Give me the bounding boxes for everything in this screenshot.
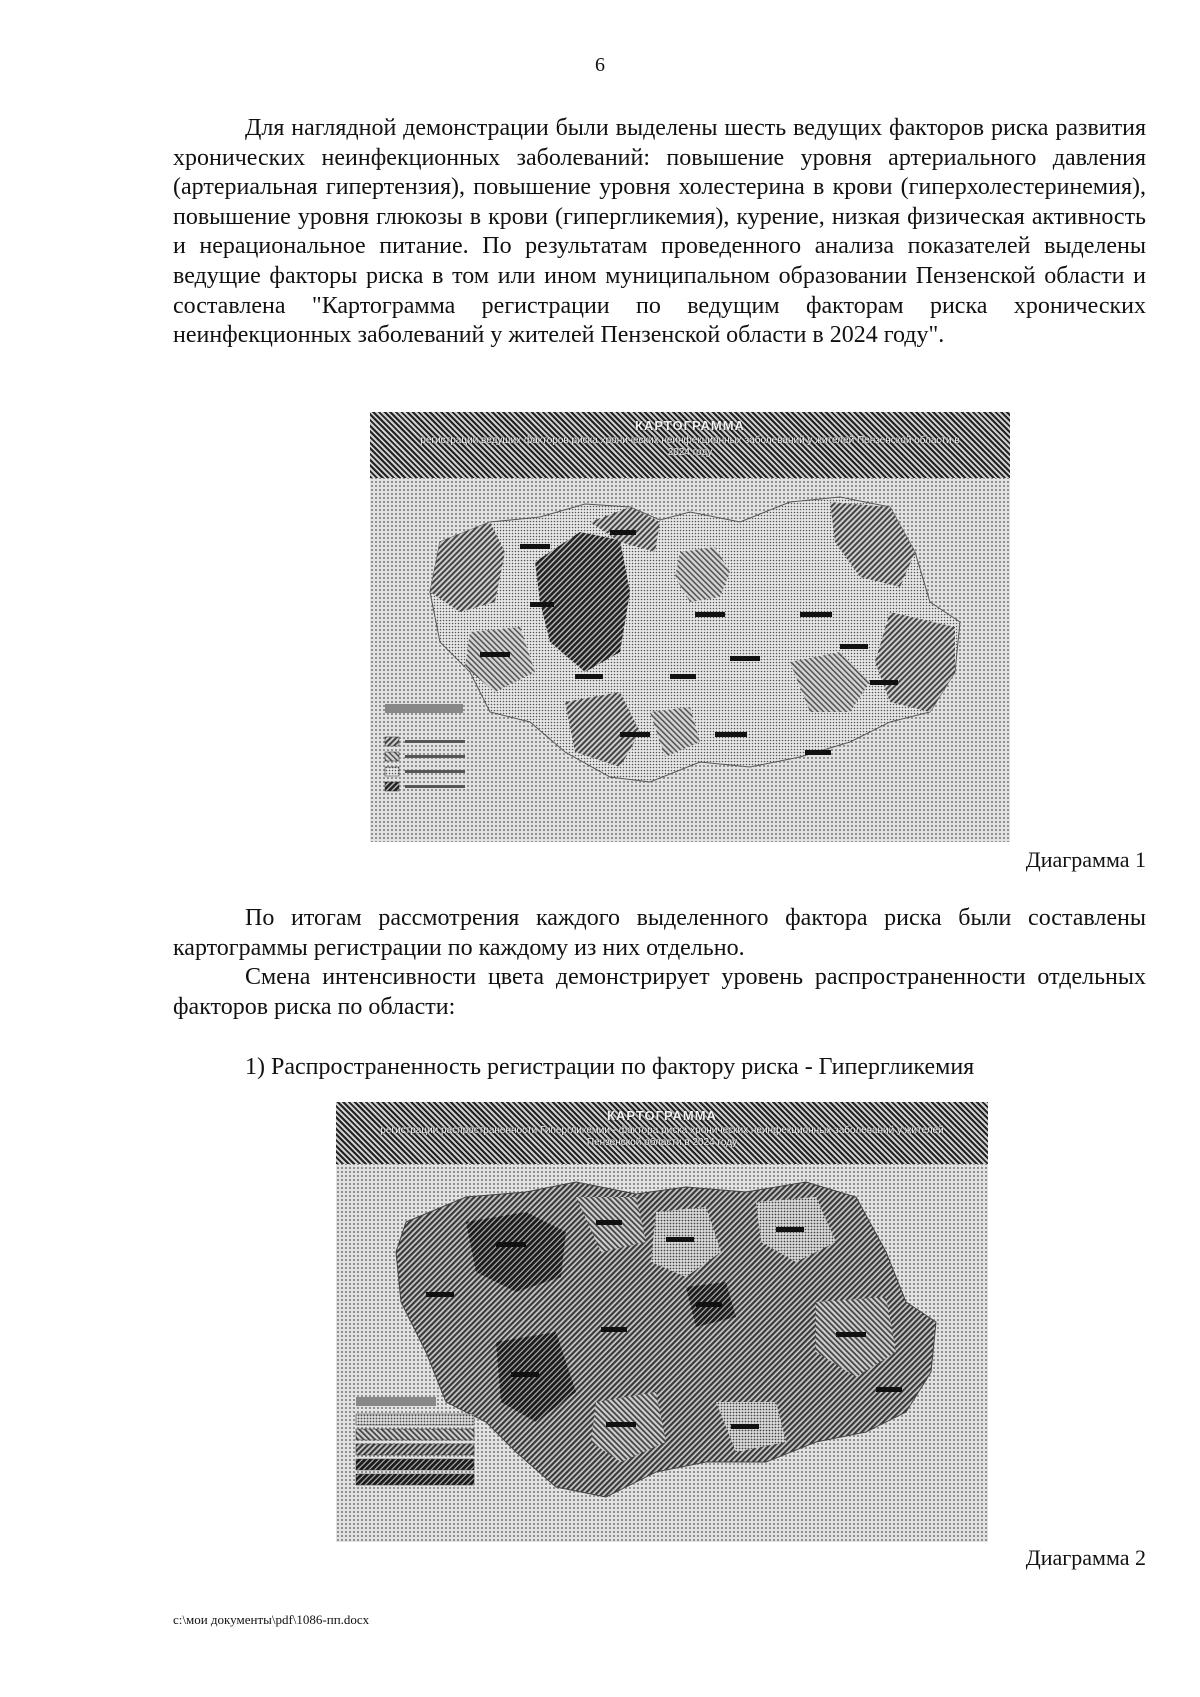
region-map xyxy=(336,1102,988,1542)
region-map xyxy=(370,412,1010,842)
cartogram-map-1 xyxy=(370,412,1010,842)
page-number: 6 xyxy=(595,54,605,76)
figure-caption-1: Диаграмма 1 xyxy=(1025,847,1146,872)
body-paragraph: Смена интенсивности цвета демонстрирует уровень распространенности отдельных факторов риска по области: xyxy=(173,964,1146,1020)
cartogram-map-2 xyxy=(336,1102,988,1542)
footer-file-path: c:\мои документы\pdf\1086-пп.docx xyxy=(173,1612,370,1627)
map-subtitle: регистрации ведущих факторов риска хронических неинфекционных заболеваний у жителей Пензенской области в 2024 году xyxy=(420,435,960,458)
map-subtitle: регистрации распространенности Гипергликемии - фактора риска хронических неинфекционных заболеваний у жителей Пензенской области в 2024 году xyxy=(380,1125,944,1148)
map-legend xyxy=(385,704,465,791)
map-title: КАРТОГРАММА xyxy=(607,1108,717,1123)
list-item-hyperglycemia: 1) Распространенность регистрации по фактору риска - Гипергликемия xyxy=(245,1054,975,1080)
figure-caption-2: Диаграмма 2 xyxy=(1025,1545,1146,1570)
body-paragraph: По итогам рассмотрения каждого выделенного фактора риска были составлены картограммы регистрации по каждому из них отдельно. xyxy=(173,905,1146,961)
district-shape xyxy=(430,522,505,612)
intro-paragraph: Для наглядной демонстрации были выделены шесть ведущих факторов риска развития хронических неинфекционных заболеваний: повышение уровня артериального давления (артериальная гипертензия), повышение уровня холестерина в крови (гиперхолестеринемия), повышение уровня глюкозы в крови (гипергликемия), курение, низкая физическая активность и нерациональное питание. По результатам проведенного анализа показателей выделены ведущие факторы риска в том или ином муниципальном образовании Пензенской области и составлена "Картограмма регистрации по ведущим факторам риска хронических неинфекционных заболеваний у жителей Пензенской области в 2024 году". xyxy=(173,115,1146,349)
map-legend xyxy=(356,1397,474,1485)
map-title: КАРТОГРАММА xyxy=(635,418,745,433)
